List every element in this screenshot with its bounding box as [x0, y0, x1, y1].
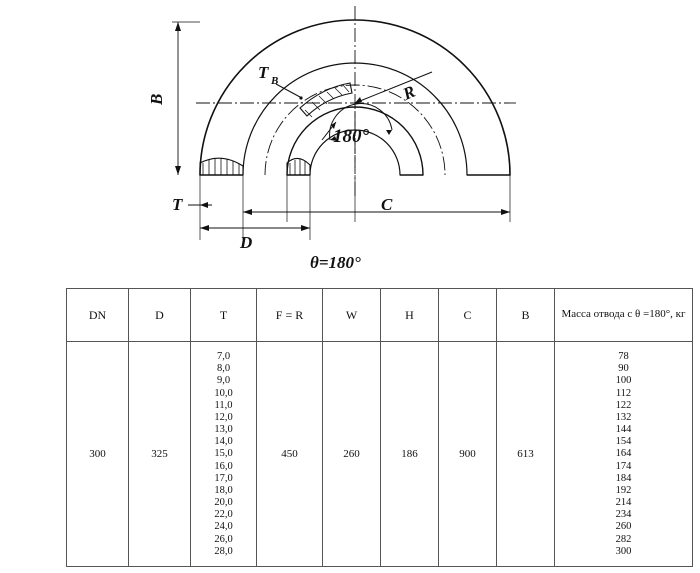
stack-value: 164: [615, 448, 632, 460]
stack-value: 22,0: [214, 509, 233, 521]
stack-value: 90: [618, 363, 629, 375]
stack-value: 10,0: [214, 387, 233, 399]
caption-theta: θ=180°: [310, 253, 361, 272]
header-t: T: [191, 289, 257, 342]
stack-value: 192: [615, 484, 632, 496]
header-h: H: [381, 289, 439, 342]
stack-value: 78: [618, 351, 629, 363]
stack-value: 9,0: [216, 375, 231, 387]
cell-f-r: 450: [257, 342, 323, 567]
cell-dn: 300: [67, 342, 129, 567]
header-mass-line1: Масса отвода: [561, 308, 625, 321]
stack-value: 100: [615, 375, 632, 387]
cell-w: 260: [323, 342, 381, 567]
label-b: B: [147, 93, 166, 105]
stack-value: 15,0: [214, 448, 233, 460]
stack-value: 300: [615, 545, 632, 557]
cell-d: 325: [129, 342, 191, 567]
stack-value: 12,0: [214, 411, 233, 423]
stack-value: 184: [615, 472, 632, 484]
radius-arrow: [355, 72, 432, 103]
label-radius: R: [400, 81, 419, 104]
stack-value: 144: [615, 424, 632, 436]
cell-mass-list: [555, 342, 693, 567]
stack-value: 14,0: [214, 436, 233, 448]
mass-values-stack: [555, 348, 692, 560]
stack-value: 8,0: [216, 363, 231, 375]
cell-t-list: [191, 342, 257, 567]
wall-thickness-detail: [300, 83, 352, 117]
stack-value: 214: [615, 497, 632, 509]
dimension-d: [200, 225, 310, 231]
stack-value: 260: [615, 521, 632, 533]
header-c: C: [439, 289, 497, 342]
stack-value: 18,0: [214, 484, 233, 496]
label-t-wall-sub: В: [271, 75, 279, 87]
stack-value: 17,0: [214, 472, 233, 484]
cell-b: 613: [497, 342, 555, 567]
header-f-r: F = R: [257, 289, 323, 342]
header-dn: DN: [67, 289, 129, 342]
table-row: [67, 342, 693, 567]
stack-value: 16,0: [214, 460, 233, 472]
drawing-svg: [0, 0, 700, 285]
stack-value: 154: [615, 436, 632, 448]
label-angle-180: 180°: [333, 126, 370, 147]
stack-value: 28,0: [214, 545, 233, 557]
extension-lines: [200, 175, 510, 240]
stack-value: 122: [615, 399, 632, 411]
label-d: D: [240, 233, 253, 252]
dimension-b: [172, 22, 200, 175]
stack-value: 13,0: [214, 424, 233, 436]
label-t-bottom: T: [172, 195, 183, 214]
stack-value: 26,0: [214, 533, 233, 545]
stack-value: 7,0: [216, 351, 231, 363]
t-values-stack: [191, 348, 256, 560]
stack-value: 174: [615, 460, 632, 472]
stack-value: 11,0: [214, 399, 233, 411]
dimension-c: [243, 209, 510, 215]
throat-wall-break: [287, 158, 310, 175]
elbow-technical-drawing: [0, 0, 700, 285]
stack-value: 234: [615, 509, 632, 521]
cell-h: 186: [381, 342, 439, 567]
dimensions-table: [66, 288, 693, 567]
stack-value: 132: [615, 411, 632, 423]
header-mass: [555, 289, 693, 342]
stack-value: 282: [615, 533, 632, 545]
stack-value: 24,0: [214, 521, 233, 533]
label-c: C: [381, 195, 393, 214]
cell-c: 900: [439, 342, 497, 567]
left-wall-break: [200, 158, 243, 175]
stack-value: 112: [615, 387, 632, 399]
header-mass-line2: с θ =180°, кг: [627, 308, 686, 321]
header-b: B: [497, 289, 555, 342]
table-header-row: [67, 289, 693, 342]
label-t-wall: T: [258, 63, 269, 82]
header-w: W: [323, 289, 381, 342]
stack-value: 20,0: [214, 497, 233, 509]
header-d: D: [129, 289, 191, 342]
section-hatching-throat: [290, 159, 305, 175]
